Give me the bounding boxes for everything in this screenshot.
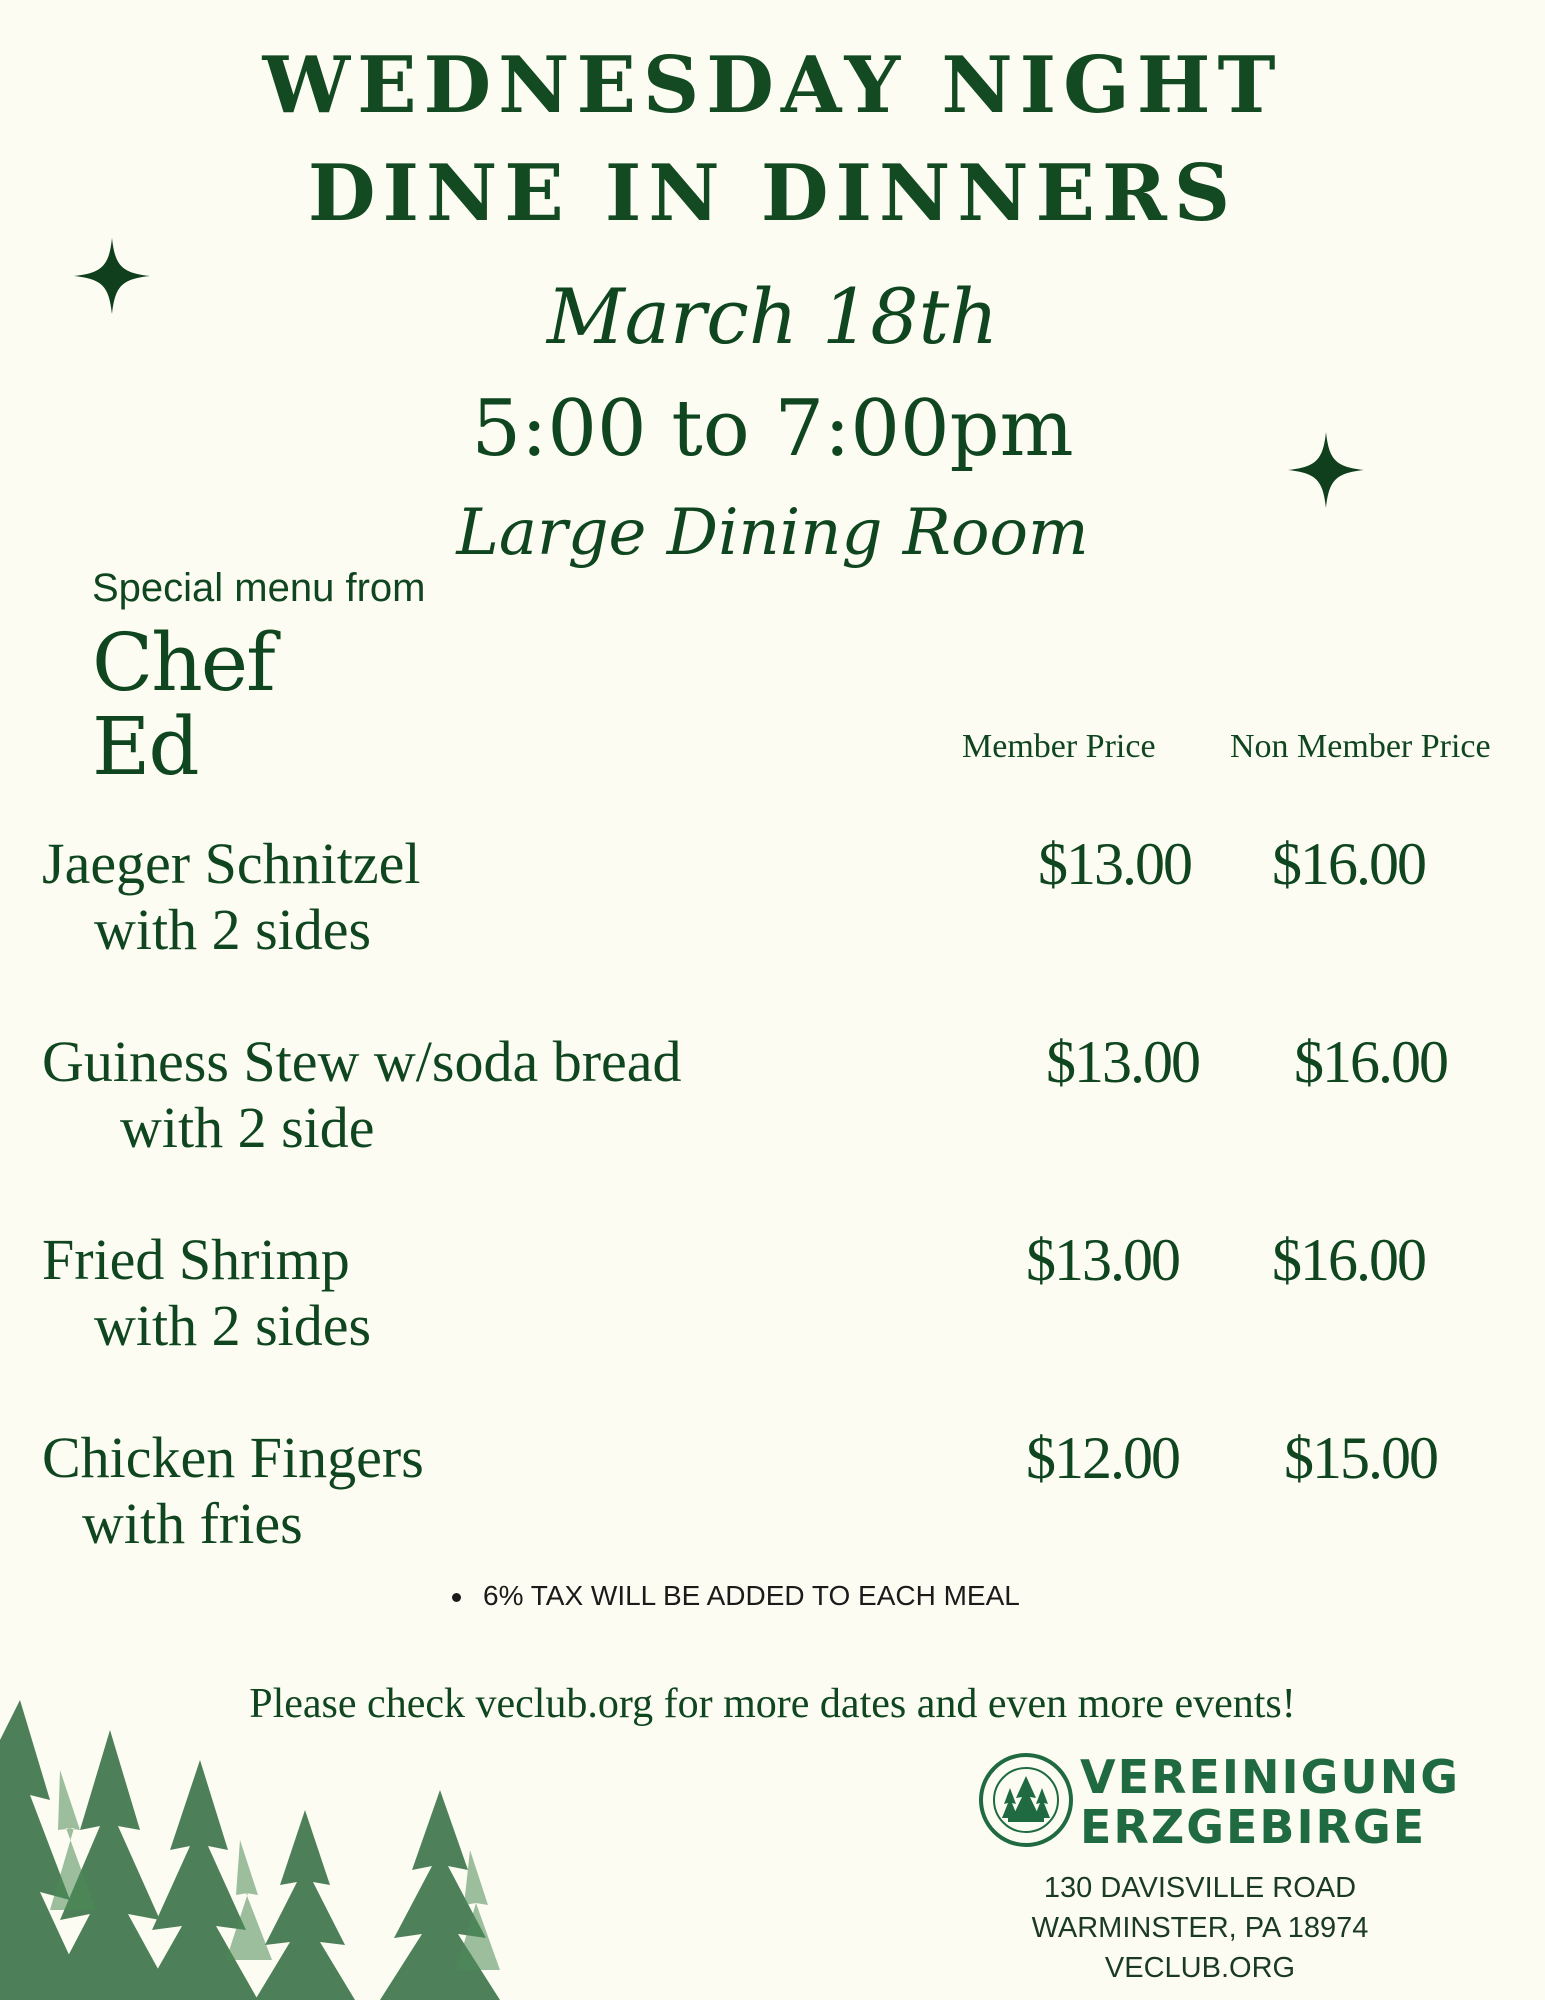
member-price: $13.00 [1026,1227,1179,1293]
event-date: March 18th [546,272,999,361]
menu-item-name: Fried Shrimp [42,1227,350,1292]
title-line-2: DINE IN DINNERS [307,148,1238,239]
special-menu-label: Special menu from [92,566,426,610]
member-price: $13.00 [1038,831,1191,897]
event-time: 5:00 to 7:00pm [471,384,1074,474]
tax-note-text: 6% TAX WILL BE ADDED TO EACH MEAL [483,1580,1020,1611]
chef-name-line-2: Ed [92,700,198,793]
event-location: Large Dining Room [456,496,1089,570]
menu-item-detail: with 2 sides [94,897,372,962]
tax-note [452,1580,1020,1612]
address-line-2: WARMINSTER, PA 18974 [1031,1912,1369,1944]
logo-text-line-2: ERZGEBIRGE [1080,1800,1427,1854]
non-member-price-header: Non Member Price [1230,728,1491,765]
member-price-header: Member Price [962,728,1156,765]
menu-item-detail: with fries [82,1491,303,1556]
menu-item-detail: with 2 sides [94,1293,372,1358]
member-price: $12.00 [1026,1425,1179,1491]
title-line-1: WEDNESDAY NIGHT [262,40,1283,131]
non-member-price: $16.00 [1272,831,1425,897]
bullet-icon [452,1593,461,1602]
address-line-3: VECLUB.ORG [1104,1952,1296,1984]
club-seal-logo [978,1752,1074,1848]
chef-name-line-1: Chef [92,616,274,709]
menu-item-detail: with 2 side [120,1095,375,1160]
address-line-1: 130 DAVISVILLE ROAD [1043,1872,1357,1904]
member-price: $13.00 [1046,1029,1199,1095]
pine-trees-illustration [0,1680,540,2000]
non-member-price: $15.00 [1284,1425,1437,1491]
website-reminder: Please check veclub.org for more dates and even more events! [249,1681,1296,1727]
non-member-price: $16.00 [1272,1227,1425,1293]
non-member-price: $16.00 [1294,1029,1447,1095]
logo-text-line-1: VEREINIGUNG [1080,1750,1460,1804]
menu-item-name: Guiness Stew w/soda bread [42,1029,682,1094]
menu-item-name: Jaeger Schnitzel [42,831,421,896]
menu-item-name: Chicken Fingers [42,1425,424,1490]
